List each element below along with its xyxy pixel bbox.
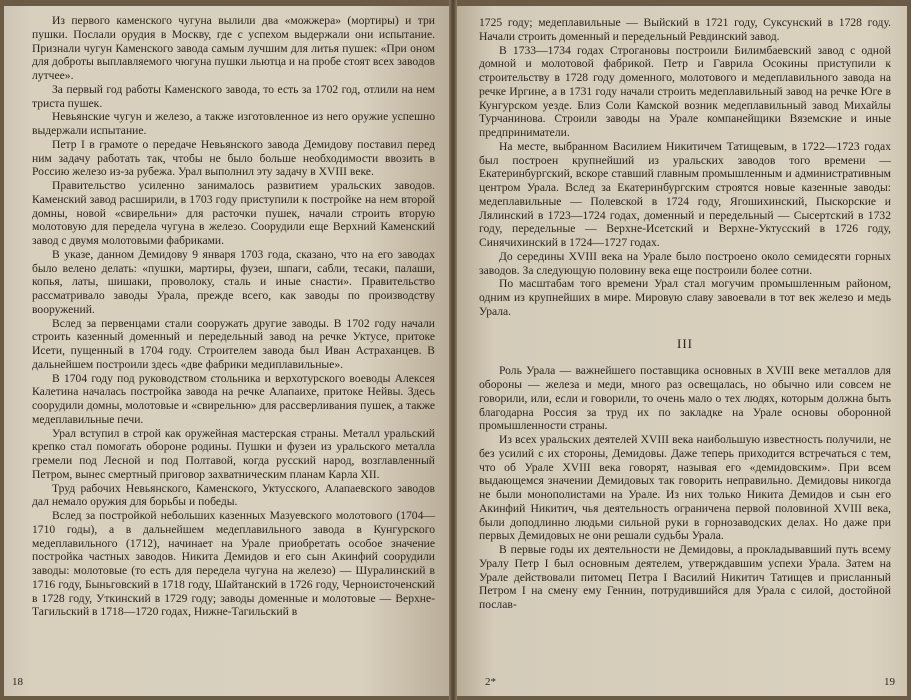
paragraph: Правительство усиленно занималось развитием уральских заводов. Каменский завод расширили, в 1703 году приступили к постройке на нем второй домны, новой «свирельни» для расточки пушек, начали строить вторую молотовую для передела чугуна в железо. Соорудили еще Верхний Каменский завод с двумя молотовыми фабриками.: [32, 179, 435, 247]
right-page-body-top: [479, 16, 891, 319]
page-number-left: 18: [12, 676, 23, 689]
paragraph: На месте, выбранном Василием Никитичем Татищевым, в 1722—1723 годах был построен крупнейший из уральских заводов того времени — Екатеринбургский, вскоре ставший главным промышленным и административным центром Урала. Вслед за Екатеринбургским строятся новые казенные заводы: медеплавильные — Полевской в 1724 году, Ягошихинский, Пыскорские и Лялинский в 1723—1724 годах, доменный и передельный — Сысертский в 1732 году, передельные — Верхне-Исетский и Верхне-Уктусский в 1726 году, Синячихинский в 1724—1727 годах.: [479, 139, 891, 249]
book-gutter: [449, 0, 457, 700]
paragraph: До середины XVIII века на Урале было построено около семидесяти горных заводов. За следующую половину века еще построили более сотни.: [479, 249, 891, 277]
paragraph: 1725 году; медеплавильные — Выйский в 1721 году, Суксунский в 1728 году. Начали строить доменный и передельный Ревдинский завод.: [479, 16, 891, 43]
right-page-body-bottom: [479, 364, 891, 612]
section-heading: III: [677, 335, 693, 351]
paragraph: Невьянские чугун и железо, а также изготовленное из него оружие успешно выдержали испытание.: [32, 110, 435, 137]
paragraph: Урал вступил в строй как оружейная мастерская страны. Металл уральский крепко стал помогать обороне родины. Пушки и фузеи из уральского металла гремели под Лесной и под Полтавой, когда русский народ, возглавленный Петром, вынес смертный приговор захватническим планам Карла XII.: [32, 426, 435, 481]
paragraph: В 1704 году под руководством стольника и верхотурского воеводы Алексея Калетина началась постройка завода на речке Алапаихе, притоке Нейвы. Здесь соорудили домны, молотовые и «свирельню» для рассверливания пушек, а также медеплавильные печи.: [32, 371, 435, 426]
paragraph: Петр I в грамоте о передаче Невьянского завода Демидову поставил перед ним задачу работать так, чтобы не было больше необходимости ввозить в Россию железо из-за рубежа. Урал выполнил эту задачу в XVIII веке.: [32, 137, 435, 179]
signature-mark: 2*: [485, 676, 496, 689]
paragraph: Из всех уральских деятелей XVIII века наибольшую известность получили, не без усилий с их стороны, Демидовы. Даже теперь приходится встречаться с тем, что об Урале XVIII века говорят, называя его «демидовским». При всем выдающемся значении Демидовых так говорить неправильно. Демидовы никогда не были монополистами на Урале. Из них только Никита Демидов и сын его Акинфий Никитич, чья деятельность ограничена первой половиной XVIII века, были доподлинно людьми сильной руки в горнозаводских делах. Но даже при первых Демидовых не они решали судьбы Урала.: [479, 433, 891, 543]
paragraph: В указе, данном Демидову 9 января 1703 года, сказано, что на его заводах было велено делать: «пушки, мартиры, фузеи, шпаги, сабли, тесаки, палаши, копья, латы, шишаки, проволоку, сталь и иные снасти». Правительство рассматривало заводы Урала, прежде всего, как заводы по производству вооружений.: [32, 247, 435, 316]
paragraph: Роль Урала — важнейшего поставщика основных в XVIII веке металлов для обороны — железа и меди, много раз освещалась, но обычно или совсем не говорили, или, если и говорили, то очень мало о тех людях, которым должна быть благодарна Россия за труд их по закладке на Урале основы оборонной промышленности страны.: [479, 364, 891, 433]
left-page: [4, 6, 449, 696]
paragraph: За первый год работы Каменского завода, то есть за 1702 год, отлили на нем триста пушек.: [32, 82, 435, 110]
paragraph: Труд рабочих Невьянского, Каменского, Уктусского, Алапаевского заводов дал немало оружия для борьбы и победы.: [32, 481, 435, 509]
paragraph: Вслед за первенцами стали сооружать другие заводы. В 1702 году начали строить казенный доменный и передельный завод на речке Уктусе, притоке Исети, пущенный в 1704 году. Строителем завода был Иван Астраханцев. В дальнейшем построили здесь «две фабрики медиплавильные».: [32, 316, 435, 371]
paragraph: В первые годы их деятельности не Демидовы, а прокладывавший путь всему Уралу Петр I был основным деятелем, утверждавшим успехи Урала. Затем на Урале действовали питомец Петра I Василий Никитич Татищев и присланный Петром I на смену ему Геннин, потрудившийся для Урала с силой, достойной послав-: [479, 543, 891, 611]
paragraph: В 1733—1734 годах Строгановы построили Билимбаевский завод с одной домной и молотовой фабрикой. Петр и Гаврила Осокины приступили к строительству в 1728 году доменного, молотового и медеплавильного завода на речке Иргине, а в 1731 году начали строить медеплавильный завод на речке Юге в Кунгурском уезде. Близ Соли Камской возник медеплавильный завод Михайлы Турчанинова. Строили заводы на Урале компанейщики Вяземские и иные предприниматели.: [479, 43, 891, 139]
paragraph: Вслед за постройкой небольших казенных Мазуевского молотового (1704—1710 годы), а в дальнейшем медеплавильного завода в Кунгурского медеплавильного (1712), начинает на Урале приобретать особое значение постройка частных заводов. Никита Демидов и его сын Акинфий соорудили заводы: молотовые (то есть для передела чугуна на железо) — Шуралинский в 1716 году, Быньговский в 1718 году, Шайтанский в 1726 году, Черноисточенский в 1728 году, Уткинский в 1729 году; заводы доменные и молотовые — Верхне-Тагильский в 1718—1720 годах, Нижне-Тагильский в: [32, 509, 435, 619]
left-page-body: [32, 14, 435, 619]
paragraph: По масштабам того времени Урал стал могучим промышленным районом, одним из крупнейших в мире. Мировую славу завоевали в тот век железо и медь Урала.: [479, 277, 891, 318]
paragraph: Из первого каменского чугуна вылили два «можжера» (мортиры) и три пушки. Послали орудия в Москву, где с успехом выдержали они испытание. Признали чугун Каменского завода самым лучшим для литья пушек: «При оном для доброты выплавляемого чюгуна пушки льютца и на пробе стоят всех заводов лутчее».: [32, 14, 435, 82]
page-number-right: 19: [884, 676, 895, 689]
right-page: [457, 6, 907, 696]
